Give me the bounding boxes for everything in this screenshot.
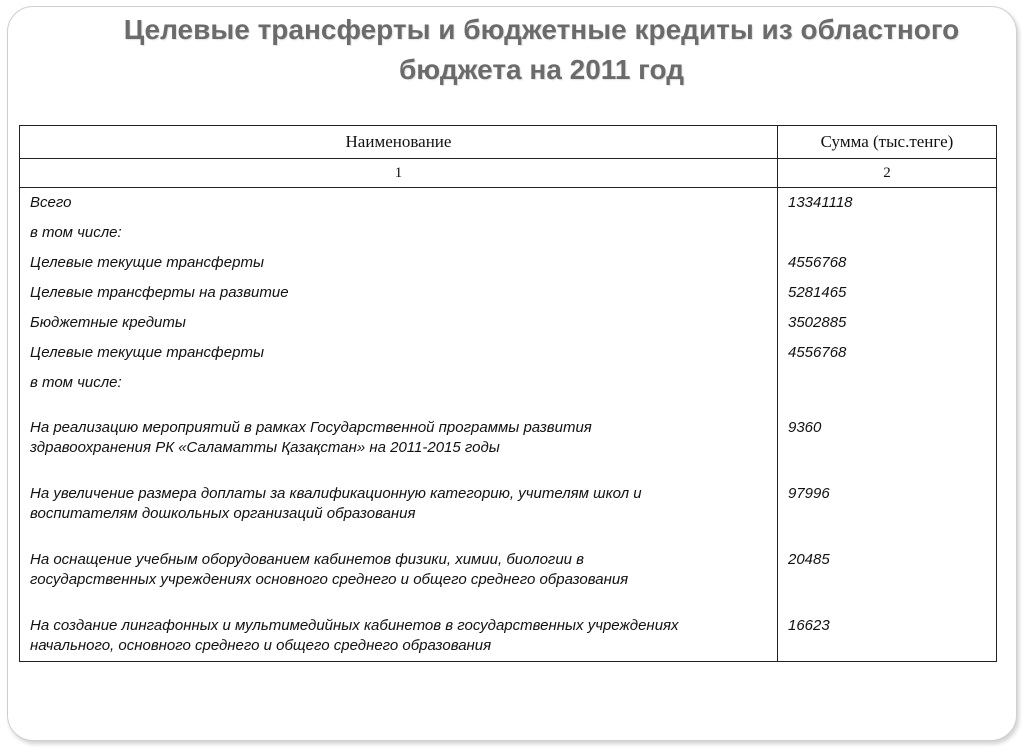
row-amount: 13341118 bbox=[788, 194, 853, 211]
row-amount: 3502885 bbox=[788, 314, 847, 331]
header-row bbox=[20, 126, 997, 159]
row-name: Целевые трансферты на развитие bbox=[30, 284, 289, 301]
row-name: в том числе: bbox=[30, 374, 122, 391]
spacer bbox=[30, 404, 767, 418]
row-amount-multiline: 9360 bbox=[788, 419, 822, 436]
row-name-multiline bbox=[30, 550, 767, 616]
row-name-multiline bbox=[30, 616, 767, 656]
names-column bbox=[20, 188, 778, 662]
row-amount bbox=[788, 224, 986, 254]
column-number-row bbox=[20, 159, 997, 188]
row-name: Целевые текущие трансферты bbox=[30, 254, 264, 271]
spacer bbox=[788, 404, 986, 418]
title-line-2: бюджета на 2011 год bbox=[399, 54, 684, 85]
row-amount: 5281465 bbox=[788, 284, 847, 301]
row-name-line: На оснащение учебным оборудованием кабинетов физики, химии, биологии в bbox=[30, 551, 585, 568]
row-name: Целевые текущие трансферты bbox=[30, 344, 264, 361]
row-amount-multiline: 16623 bbox=[788, 617, 830, 634]
row-amount: 4556768 bbox=[788, 254, 847, 271]
row-name: Всего bbox=[30, 194, 72, 211]
column-number-1: 1 bbox=[20, 159, 778, 188]
row-name-line: На создание лингафонных и мультимедийных кабинетов в государственных учреждениях bbox=[30, 617, 679, 634]
title-line-1: Целевые трансферты и бюджетные кредиты из областного bbox=[123, 14, 960, 45]
row-name-multiline bbox=[30, 484, 767, 550]
row-amount: 4556768 bbox=[788, 344, 847, 361]
header-name: Наименование bbox=[20, 126, 778, 159]
amounts-column bbox=[778, 188, 997, 662]
row-name-line: здравоохранения РК «Саламатты Қазақстан» на 2011-2015 годы bbox=[30, 439, 500, 456]
row-amount-multiline: 20485 bbox=[788, 551, 830, 568]
row-name-line: На увеличение размера доплаты за квалификационную категорию, учителям школ и bbox=[30, 485, 642, 502]
column-number-2: 2 bbox=[778, 159, 997, 188]
row-name-multiline bbox=[30, 418, 767, 484]
page-title bbox=[60, 10, 1023, 90]
row-amount bbox=[788, 374, 986, 404]
row-name-line: начального, основного среднего и общего среднего образования bbox=[30, 637, 492, 654]
table-body-row bbox=[20, 188, 997, 662]
row-name: в том числе: bbox=[30, 224, 122, 241]
header-amount: Сумма (тыс.тенге) bbox=[778, 126, 997, 159]
row-name-line: государственных учреждениях основного среднего и общего среднего образования bbox=[30, 571, 629, 588]
row-amount-multiline: 97996 bbox=[788, 485, 830, 502]
row-name-line: воспитателям дошкольных организаций образования bbox=[30, 505, 416, 522]
budget-table-container bbox=[19, 125, 997, 662]
budget-table bbox=[19, 125, 997, 662]
row-name-line: На реализацию мероприятий в рамках Государственной программы развития bbox=[30, 419, 592, 436]
row-name: Бюджетные кредиты bbox=[30, 314, 186, 331]
